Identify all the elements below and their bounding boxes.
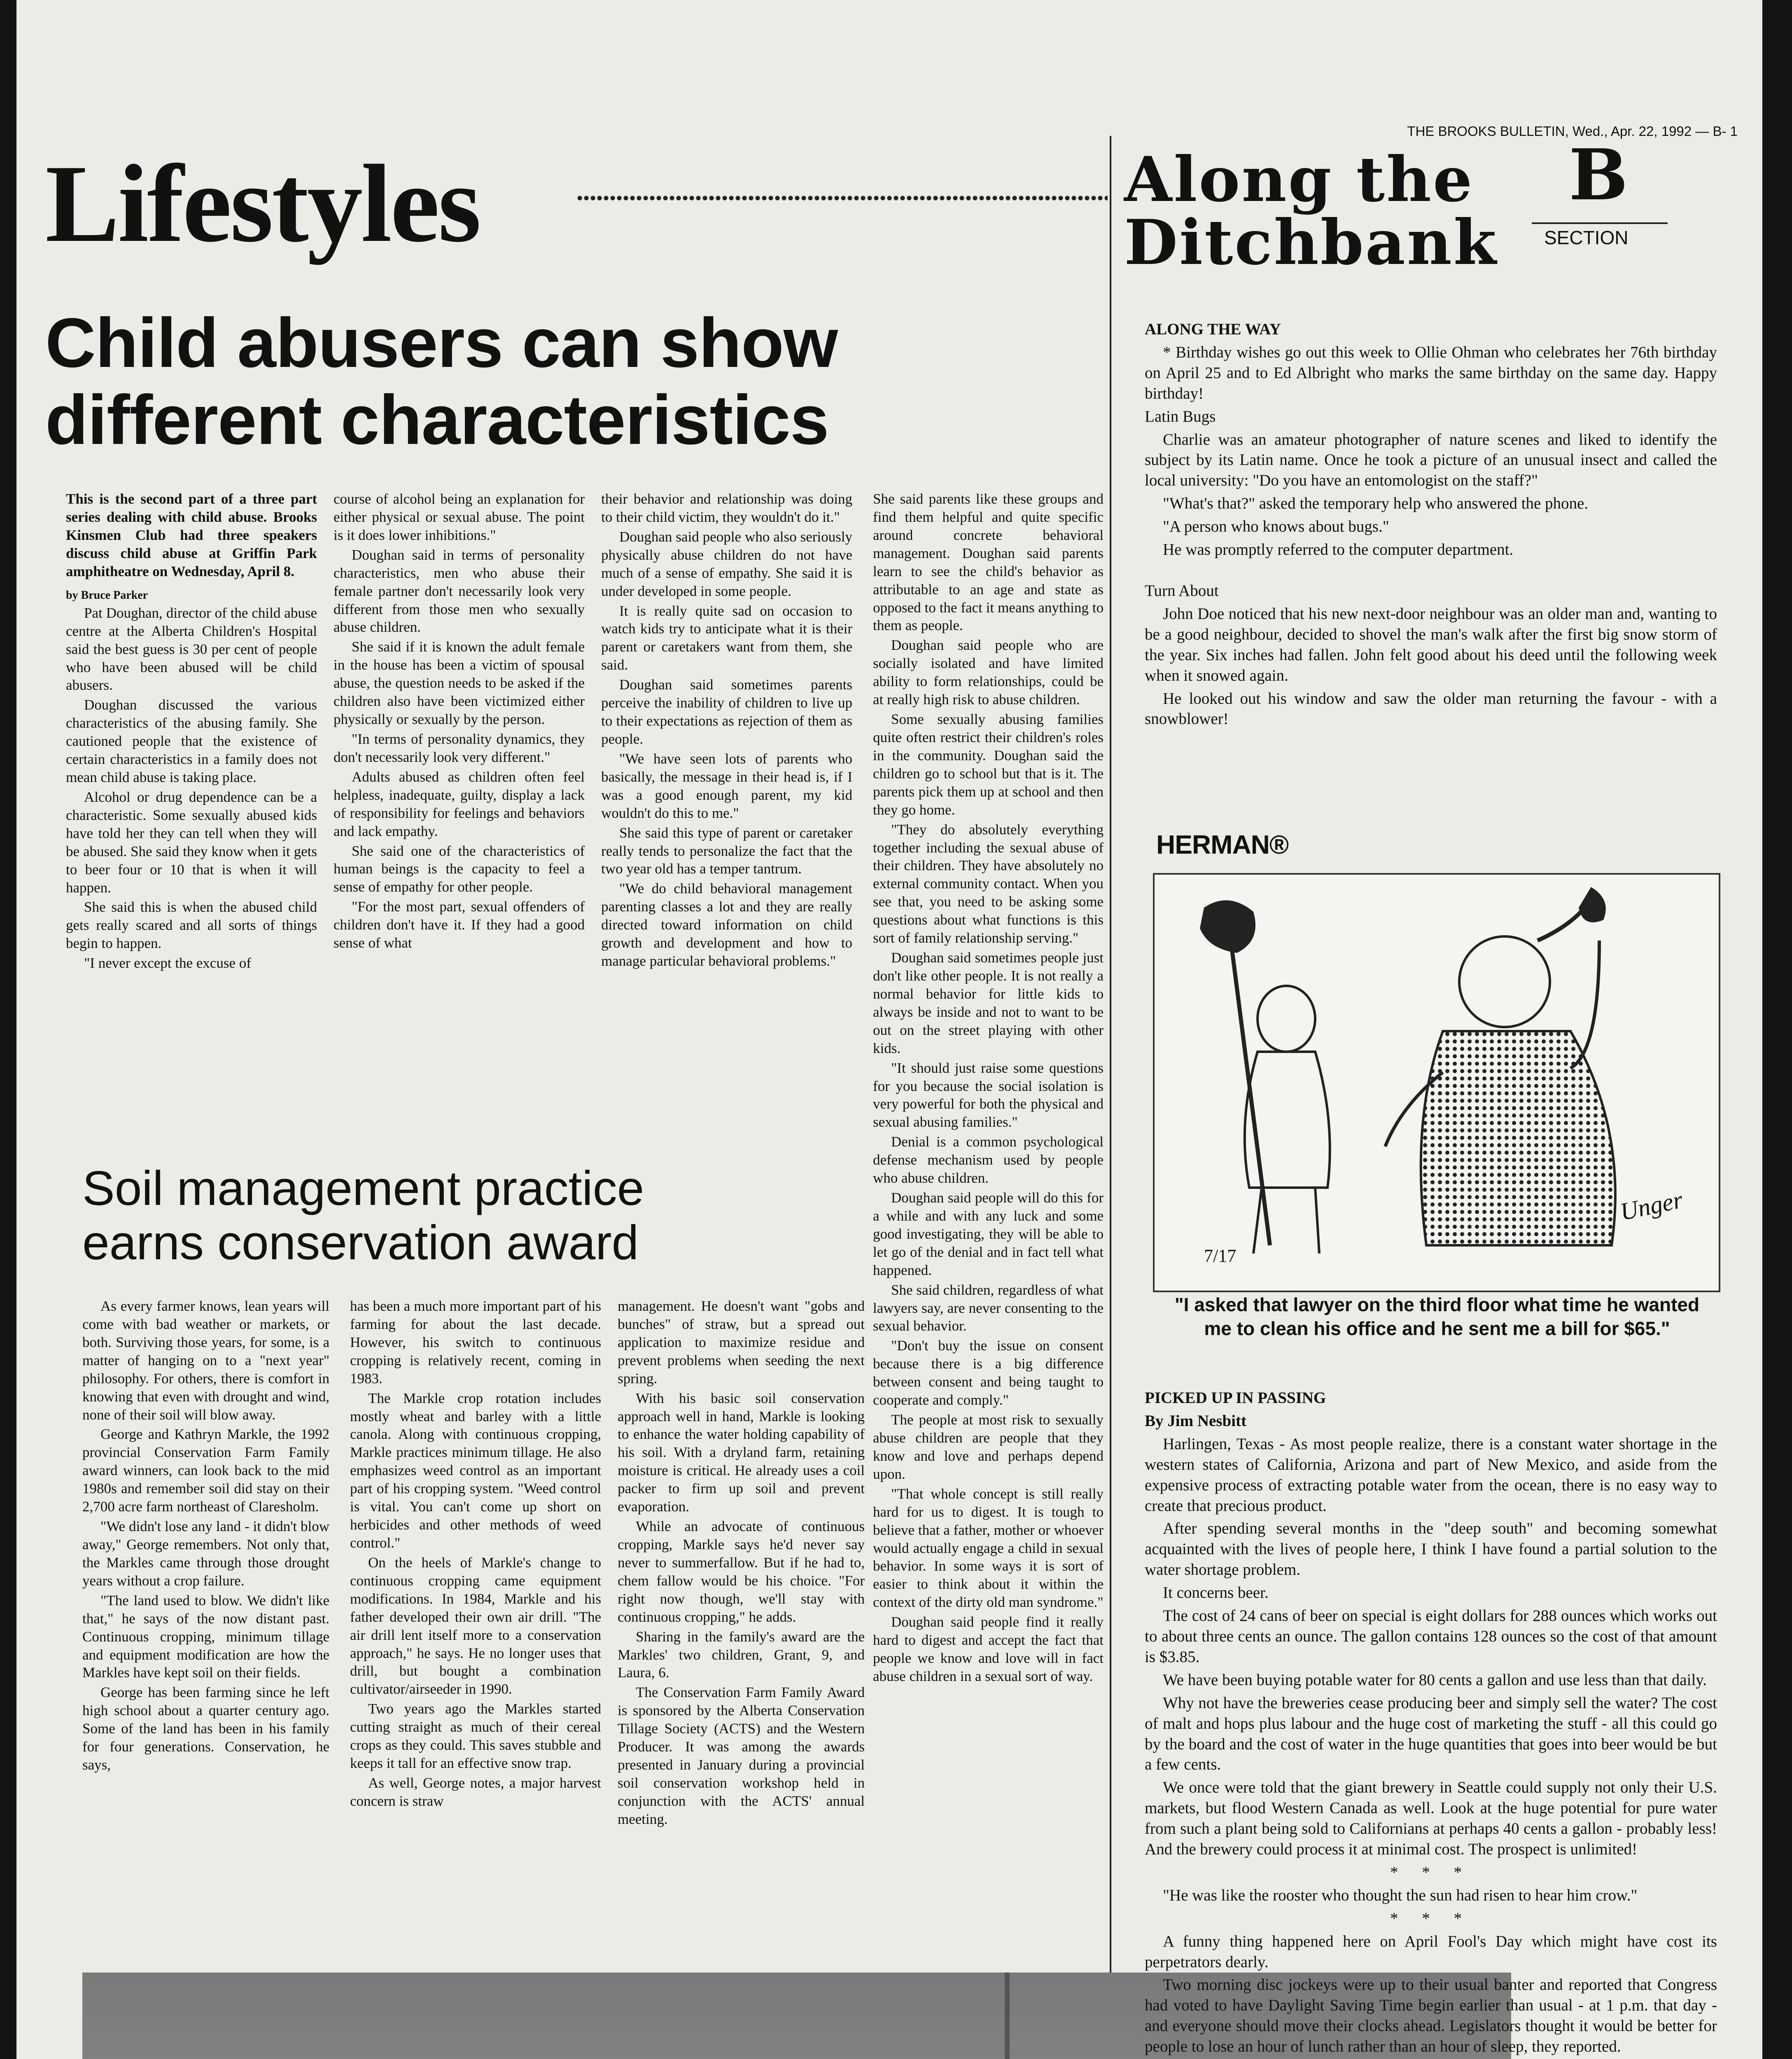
paragraph: management. He doesn't want "gobs and bunches" of straw, but a spread out application to maximize residue and prevent problems when seeding the next spring. xyxy=(618,1298,865,1387)
paragraph: "What's that?" asked the temporary help who answered the phone. xyxy=(1163,495,1589,513)
paragraph: She said parents like these groups and find them helpful and quite specific around concrete behavioral management. Doughan said parents learn to see the child's behavior as attributable to an age and state as opposed to the fact it means anything to them as people. xyxy=(873,491,1104,634)
paragraph: "That whole concept is still really hard for us to digest. It is tough to believe that a father, mother or whoever would actually engage a child in sexual behavior. In some ways it is sort of easier to think about it within the context of the dirty old man syndrome." xyxy=(873,1485,1104,1611)
paragraph: Doughan said people who also seriously physically abuse children do not have much of a sense of empathy. She said it is under developed in some people. xyxy=(601,528,852,599)
paragraph: "It should just raise some questions for you because the social isolation is very powerful for both the physical and sexual abusing families." xyxy=(873,1060,1104,1130)
article1-col2 xyxy=(334,490,585,954)
paragraph: Doughan said people find it really hard to digest and accept the fact that people we know and love will in fact abuse children in a sexual sort of way. xyxy=(873,1614,1104,1684)
paragraph: Charlie was an amateur photographer of nature scenes and liked to identify the subject by its Latin name. Once he took a picture of an unusual insect and called the local university: "Do you have an entomologist on the staff?" xyxy=(1145,430,1717,490)
paragraph: He was promptly referred to the computer department. xyxy=(1163,541,1514,559)
paragraph: "We didn't lose any land - it didn't blow away," George remembers. Not only that, the Markles came through those drought years without a crop failure. xyxy=(82,1518,329,1589)
paragraph: course of alcohol being an explanation for either physical or sexual abuse. The point is it does lower inhibitions." xyxy=(334,491,585,543)
paragraph: Pat Doughan, director of the child abuse centre at the Alberta Children's Hospital said the best guess is 30 per cent of people who have been abused will be child abusers. xyxy=(66,605,317,693)
paragraph: Doughan said sometimes parents perceive the inability of children to live up to their expectations as rejection of them as people. xyxy=(601,677,852,747)
paragraph: "For the most part, sexual offenders of children don't have it. If they had a good sense of what xyxy=(334,899,585,951)
paragraph: We once were told that the giant brewery in Seattle could supply not only their U.S. markets, but flood Western Canada as well. Look at the huge potential for pure water from such a plant being sold to Californians at perhaps 40 cents a gallon - probably less! And the brewery could process it at minimal cost. The prospect is unlimited! xyxy=(1145,1779,1717,1858)
paragraph: Doughan said people who are socially isolated and have limited ability to form relationships, could be at really high risk to abuse children. xyxy=(873,637,1104,708)
section-title: Lifestyles xyxy=(45,142,480,265)
paragraph: "A person who knows about bugs." xyxy=(1163,518,1389,536)
cartoon-title: HERMAN® xyxy=(1156,830,1289,859)
paragraph: "Don't buy the issue on consent because there is a big difference between consent and being taught to cooperate and comply." xyxy=(873,1338,1104,1408)
paragraph: It concerns beer. xyxy=(1163,1584,1269,1602)
paragraph: On the heels of Markle's change to continuous cropping came equipment modifications. In 1984, Markle and his father developed their own air drill. "The air drill lent itself more to a conservation approach," he says. He no longer uses that drill, but bought a combination cultivator/airseeder in 1990. xyxy=(350,1554,601,1697)
paragraph: After spending several months in the "deep south" and becoming somewhat acquainted with the lives of people here, I think I have found a partial solution to the water shortage problem. xyxy=(1145,1520,1717,1579)
article1-headline-line1: Child abusers can show xyxy=(45,304,838,382)
paragraph: "He was like the rooster who thought the sun had risen to hear him crow." xyxy=(1163,1886,1638,1904)
article2-headline-line2: earns conservation award xyxy=(82,1216,639,1270)
article2-col3 xyxy=(618,1297,865,1830)
paragraph: As every farmer knows, lean years will come with bad weather or markets, or both. Surviving those years, for some, is a matter of hanging on to a "next year" philosophy. For others, there is comfort in knowing that even with drought and wind, none of their soil will blow away. xyxy=(82,1298,329,1423)
picked-column xyxy=(1145,1388,1717,2059)
paragraph: She said children, regardless of what lawyers say, are never consenting to the sexual behavior. xyxy=(873,1282,1104,1334)
separator-stars: * * * xyxy=(1390,1909,1472,1927)
photo-post xyxy=(1005,1973,1010,2059)
paragraph: We have been buying potable water for 80 cents a gallon and use less than that daily. xyxy=(1163,1671,1707,1689)
ditchbank-title-line2: Ditchbank xyxy=(1124,206,1498,279)
paragraph: Why not have the breweries cease producing beer and simply sell the water? The cost of malt and hops plus labour and the huge cost of marketing the stuff - all this could go by the board and the cost of water in the huge quantities that goes into beer would be but a few cents. xyxy=(1145,1694,1717,1774)
paragraph: their behavior and relationship was doing to their child victim, they wouldn't do it." xyxy=(601,491,852,525)
section-word: SECTION xyxy=(1544,227,1629,248)
paragraph: As well, George notes, a major harvest concern is straw xyxy=(350,1774,601,1809)
article2-headline-line1: Soil management practice xyxy=(82,1161,644,1216)
article2-col1 xyxy=(82,1297,329,1776)
paragraph: George and Kathryn Markle, the 1992 provincial Conservation Farm Family award winners, can look back to the mid 1980s and remember soil did stay on their 2,700 acre farm northeast of Claresholm. xyxy=(82,1426,329,1515)
ditchbank-title xyxy=(1124,143,1577,279)
paragraph: Two years ago the Markles started cutting straight as much of their cereal crops as they could. This saves stubble and keeps it tall for an effective snow trap. xyxy=(350,1701,601,1772)
ditchbank-title-line1: Along the xyxy=(1124,143,1474,216)
paragraph: Doughan discussed the various characteristics of the abusing family. She cautioned people that the existence of certain characteristics in a family does not mean child abuse is taking place. xyxy=(66,697,317,786)
cartoon-drawing xyxy=(1155,875,1719,1291)
paragraph: Doughan said in terms of personality characteristics, men who abuse their female partner don't necessarily look very different from those men who sexually abuse children. xyxy=(334,546,585,635)
paragraph: Denial is a common psychological defense mechanism used by people who abuse children. xyxy=(873,1134,1104,1186)
article2-headline xyxy=(82,1161,865,1270)
paragraph: The Conservation Farm Family Award is sponsored by the Alberta Conservation Tillage Society (ACTS) and the Western Producer. It was among the awards presented in January during a provincial soil conservation workshop held in conjunction with the ACTS' annual meeting. xyxy=(618,1684,865,1827)
cartoon-caption: "I asked that lawyer on the third floor what time he wanted me to clean his office and he sent me a bill for $65." xyxy=(1174,1294,1700,1339)
paragraph: A funny thing happened here on April Fool's Day which might have cost its perpetrators dearly. xyxy=(1145,1932,1717,1971)
paragraph: She said this is when the abused child gets really scared and all sorts of things begin to happen. xyxy=(66,899,317,952)
paragraph: The cost of 24 cans of beer on special is eight dollars for 288 ounces which works out to about three cents an ounce. The gallon contains 128 ounces so the cost of that amount is $3.85. xyxy=(1145,1607,1717,1666)
paragraph: "I never except the excuse of xyxy=(84,955,251,971)
folio-line: THE BROOKS BULLETIN, Wed., Apr. 22, 1992 — B- 1 xyxy=(1407,124,1738,139)
column-divider xyxy=(1110,136,1111,2059)
paragraph: Adults abused as children often feel helpless, inadequate, guilty, display a lack of responsibility for feelings and behaviors and lack empathy. xyxy=(334,768,585,839)
paragraph: While an advocate of continuous cropping, Markle says he'd never say never to summerfallow. But if he had to, chem fallow would be his choice. "For right now though, we'll stay with continuous cropping," he adds. xyxy=(618,1518,865,1625)
dotted-rule xyxy=(576,194,1108,203)
picked-heading: PICKED UP IN PASSING xyxy=(1145,1389,1326,1407)
article1-byline: by Bruce Parker xyxy=(66,588,148,602)
article1-col1 xyxy=(66,490,317,974)
subheading-latin-bugs: Latin Bugs xyxy=(1145,407,1216,425)
article1-col4 xyxy=(873,490,1104,1687)
paragraph: "In terms of personality dynamics, they don't necessarily look very different." xyxy=(334,731,585,765)
article1-headline xyxy=(45,305,1099,459)
newspaper-page xyxy=(16,0,1762,2059)
paragraph: Two morning disc jockeys were up to their usual banter and reported that Congress had voted to have Daylight Saving Time begin earlier than usual - at 1 p.m. that day - and everyone should move their clocks ahead. Legislators thought it would be better for people to lose an hour of lunch rather than an hour of sleep, they reported. xyxy=(1145,1976,1717,2056)
section-letter-rule xyxy=(1532,222,1668,224)
paragraph: The Markle crop rotation includes mostly wheat and barley with a little canola. Along with continuous cropping, Markle practices minimum tillage. He also emphasizes weed control as an important part of his cropping system. "Weed control is vital. You can't come up short on herbicides and other methods of weed control." xyxy=(350,1390,601,1551)
paragraph: The people at most risk to sexually abuse children are people that they know and love and perhaps depend upon. xyxy=(873,1412,1104,1482)
along-heading: ALONG THE WAY xyxy=(1145,320,1281,338)
paragraph: George has been farming since he left high school about a quarter century ago. Some of the land has been in his family for four generations. Conservation, he says, xyxy=(82,1684,329,1773)
article1-col3 xyxy=(601,490,852,972)
article1-intro: This is the second part of a three part series dealing with child abuse. Brooks Kinsmen Club had three speakers discuss child abuse at Griffin Park amphitheatre on Wednesday, April 8. xyxy=(66,491,317,579)
paragraph: Some sexually abusing families quite often restrict their children's roles in the community. Doughan said the children go to school but that is it. The parents pick them up at school and then they go home. xyxy=(873,711,1104,818)
paragraph: "The land used to blow. We didn't like that," he says of the now distant past. Continuous cropping, minimum tillage and equipment modification are how the Markles have kept soil on their fields. xyxy=(82,1592,329,1681)
paragraph: With his basic soil conservation approach well in hand, Markle is looking to enhance the water holding capability of his soil. With a dryland farm, retaining moisture is critical. He already uses a coil packer to firm up soil and prevent evaporation. xyxy=(618,1390,865,1515)
paragraph: Alcohol or drug dependence can be a characteristic. Some sexually abused kids have told her they can tell when they will be abused. She said they know when it gets to beer four or 10 that is when it will happen. xyxy=(66,789,317,896)
section-letter: B xyxy=(1569,134,1628,216)
ditchbank-column xyxy=(1145,319,1717,732)
subheading-turn-about: Turn About xyxy=(1145,581,1219,600)
paragraph: She said one of the characteristics of human beings is the capacity to feel a sense of empathy for other people. xyxy=(334,843,585,895)
paragraph: "They do absolutely everything together including the sexual abuse of their children. They have absolutely no external community contact. When you see that, you need to be asking some questions about what functions is this sort of family relationship serving." xyxy=(873,821,1104,946)
paragraph: "We have seen lots of parents who basically, the message in their head is, if I was a good enough parent, my kid wouldn't do this to me." xyxy=(601,750,852,821)
paragraph: Harlingen, Texas - As most people realize, there is a constant water shortage in the western states of California, Arizona and part of New Mexico, and aside from the expensive process of extracting potable water from the ocean, there is no easy way to create that precious product. xyxy=(1145,1435,1717,1515)
paragraph: Doughan said people will do this for a while and with any luck and some good investigating, they will be able to let go of the denial and in fact tell what happened. xyxy=(873,1190,1104,1278)
cartoon-signature: Unger xyxy=(1617,1186,1685,1226)
article2-col2 xyxy=(350,1297,601,1812)
paragraph: has been a much more important part of his farming for about the last decade. However, his switch to continuous cropping is relatively recent, coming in 1983. xyxy=(350,1298,601,1387)
paragraph: He looked out his window and saw the older man returning the favour - with a snowblower! xyxy=(1145,689,1717,728)
article1-headline-line2: different characteristics xyxy=(45,381,829,459)
paragraph: It is really quite sad on occasion to watch kids try to anticipate what it is their parent or caretakers want from them, she said. xyxy=(601,602,852,673)
paragraph: Sharing in the family's award are the Markles' two children, Grant, 9, and Laura, 6. xyxy=(618,1628,865,1681)
paragraph: She said if it is known the adult female in the house has been a victim of spousal abuse, the question needs to be asked if the children also have been victimized either physically or sexually by the person. xyxy=(334,639,585,728)
paragraph: "We do child behavioral management parenting classes a lot and they are really directed toward information on child growth and development and how to manage particular behavioral problems." xyxy=(601,880,852,969)
separator-stars: * * * xyxy=(1390,1863,1472,1881)
herman-cartoon xyxy=(1153,830,1720,1292)
paragraph: Doughan said sometimes people just don't like other people. It is not really a normal behavior for little kids to always be inside and not to want to be out on the street playing with other kids. xyxy=(873,950,1104,1056)
paragraph: She said this type of parent or caretaker really tends to personalize the fact that the two year old has a temper tantrum. xyxy=(601,824,852,877)
picked-byline: By Jim Nesbitt xyxy=(1145,1412,1246,1430)
paragraph: John Doe noticed that his new next-door neighbour was an older man and, wanting to be a good neighbour, decided to shovel the man's walk after the first big snow storm of the year. Six inches had fallen. John felt good about his deed until the following week when it snowed again. xyxy=(1145,605,1717,684)
cartoon-date: 7/17 xyxy=(1204,1246,1237,1266)
paragraph: * Birthday wishes go out this week to Ollie Ohman who celebrates her 76th birthday on April 25 and to Ed Albright who marks the same birthday on the same day. Happy birthday! xyxy=(1145,343,1717,402)
